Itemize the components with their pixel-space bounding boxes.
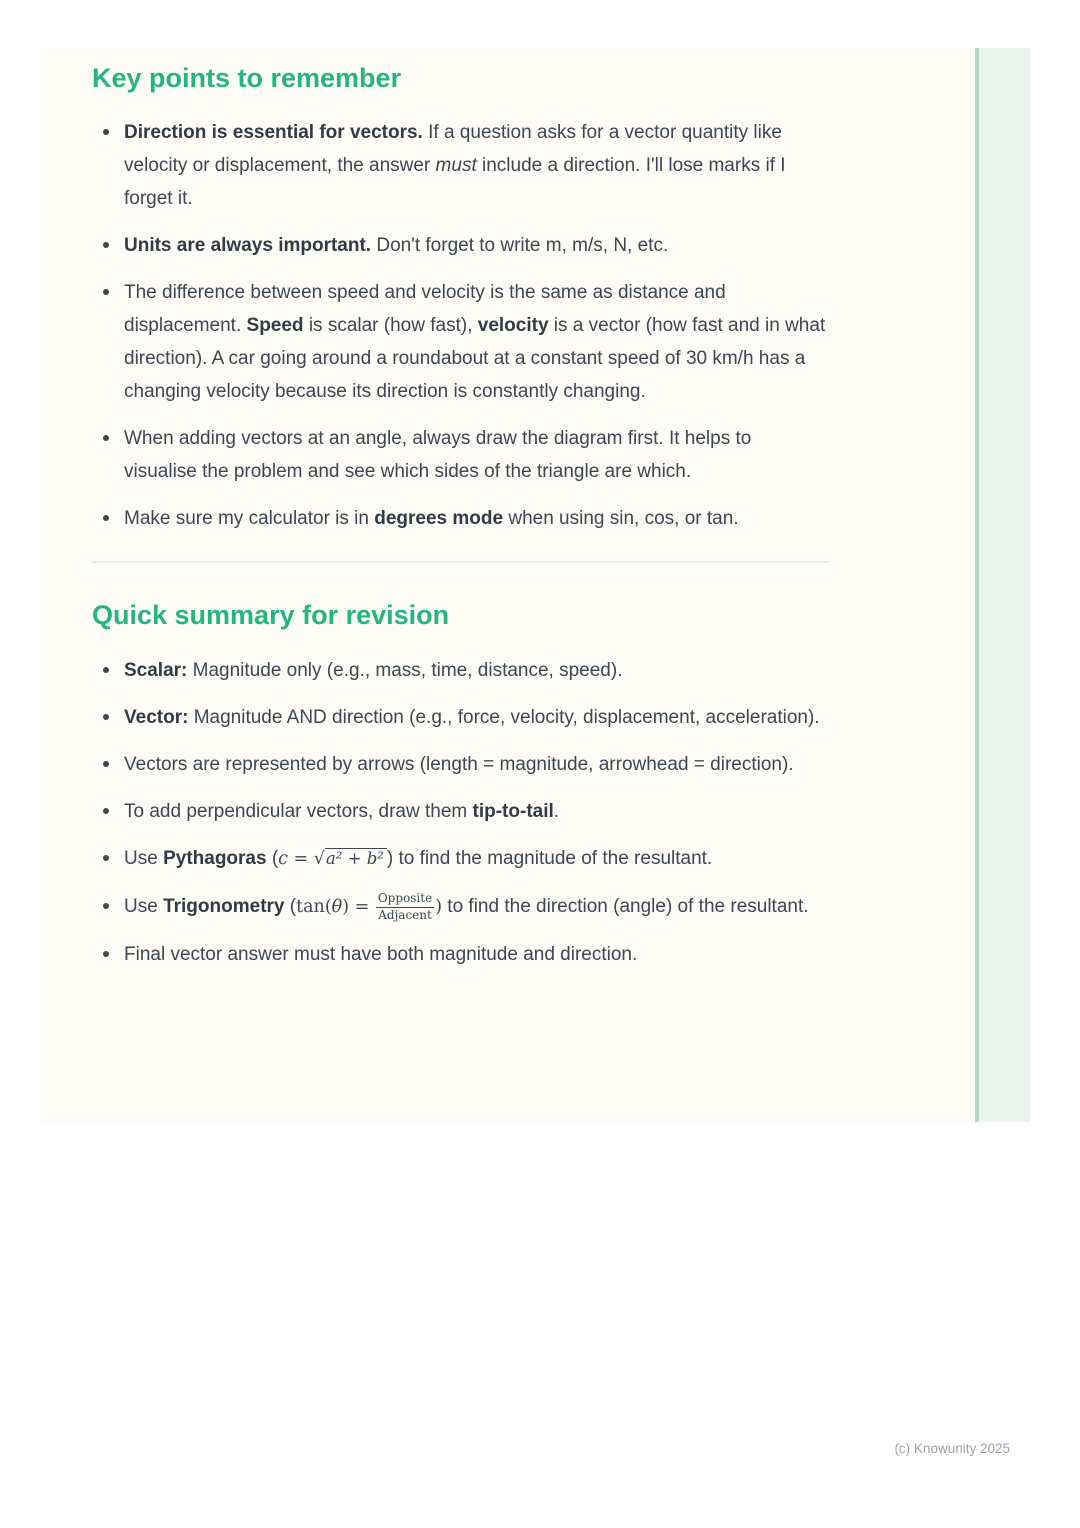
bullet-list [92, 654, 829, 971]
text-segment: Vectors are represented by arrows (length = magnitude, arrowhead = direction). [124, 753, 794, 775]
bullet-item [124, 276, 829, 408]
bullet-item [124, 938, 829, 971]
text-segment: Don't forget to write m, m/s, N, etc. [371, 235, 669, 257]
text-segment: Direction is essential for vectors. [124, 122, 423, 144]
text-segment: when using sin, cos, or tan. [503, 508, 739, 530]
text-segment: must [435, 155, 477, 177]
text-segment: If a question asks for a vector quantity like velocity or displacement, the answer [124, 122, 782, 177]
section-title: Key points to remember [92, 63, 402, 93]
radical-sign: √ [313, 848, 325, 869]
text-segment: ) to find the magnitude of the resultant. [386, 847, 713, 869]
bullet-item [124, 701, 829, 734]
text-segment: To add perpendicular vectors, draw them [124, 800, 473, 822]
text-segment: ) = [342, 896, 375, 917]
bullet-item [124, 842, 829, 876]
bullet-item [124, 890, 829, 924]
bullet-item [124, 654, 829, 687]
math-fraction [376, 892, 434, 923]
bullet-item [124, 422, 829, 488]
text-segment: Pythagoras [163, 847, 267, 869]
text-segment: . [553, 800, 560, 822]
text-segment: tip-to-tail [472, 800, 554, 822]
copyright-footer: (c) Knowunity 2025 [894, 1441, 1010, 1456]
text-segment: Trigonometry [163, 895, 285, 917]
text-segment: Use [124, 895, 164, 917]
text-segment: ) [435, 896, 443, 917]
bullet-item [124, 795, 829, 828]
bullet-item [124, 502, 829, 535]
section-divider [92, 561, 829, 563]
fraction-denominator: Adjacent [378, 907, 432, 922]
bullet-item [124, 229, 829, 262]
text-segment: c [278, 848, 288, 869]
text-segment: Final vector answer must have both magnitude and direction. [124, 943, 638, 965]
document-content-card [40, 48, 975, 1122]
text-segment: is a vector (how fast and in what direction). A car going around a roundabout at a constant speed of 30 km/h has a changing velocity because its direction is constantly changing. [124, 315, 826, 403]
text-segment: Magnitude only (e.g., mass, time, distance, speed). [187, 659, 623, 681]
text-segment: The difference between speed and velocity is the same as distance and displacement. [124, 282, 726, 337]
text-segment: Units are always important. [124, 235, 372, 257]
text-segment: ( [266, 847, 279, 869]
bullet-item [124, 748, 829, 781]
text-segment: Speed [246, 315, 304, 337]
bullet-list [92, 116, 829, 535]
text-segment: Make sure my calculator is in [124, 508, 375, 530]
text-segment: velocity [477, 315, 549, 337]
radicand: a² + b² [325, 848, 387, 868]
text-segment: Magnitude AND direction (e.g., force, velocity, displacement, acceleration). [188, 706, 820, 728]
text-segment: include a direction. I'll lose marks if I forget it. [124, 155, 786, 210]
text-segment: Vector: [124, 706, 189, 728]
text-segment: Scalar: [124, 659, 188, 681]
text-segment: ( [284, 895, 297, 917]
text-segment: tan( [296, 896, 332, 917]
text-segment: Use [124, 847, 164, 869]
fraction-numerator: Opposite [376, 892, 434, 908]
document-body [92, 62, 829, 971]
text-segment: degrees mode [374, 508, 504, 530]
right-accent-strip [975, 48, 1030, 1122]
text-segment: When adding vectors at an angle, always draw the diagram first. It helps to visualise the problem and see which sides of the triangle are which. [124, 428, 752, 483]
math-square-root [314, 849, 387, 869]
section-title: Quick summary for revision [92, 600, 450, 631]
text-segment: = [287, 848, 314, 869]
bullet-item [124, 116, 829, 215]
text-segment: to find the direction (angle) of the resultant. [442, 895, 809, 917]
text-segment: θ [331, 896, 343, 917]
text-segment: is scalar (how fast), [303, 315, 478, 337]
